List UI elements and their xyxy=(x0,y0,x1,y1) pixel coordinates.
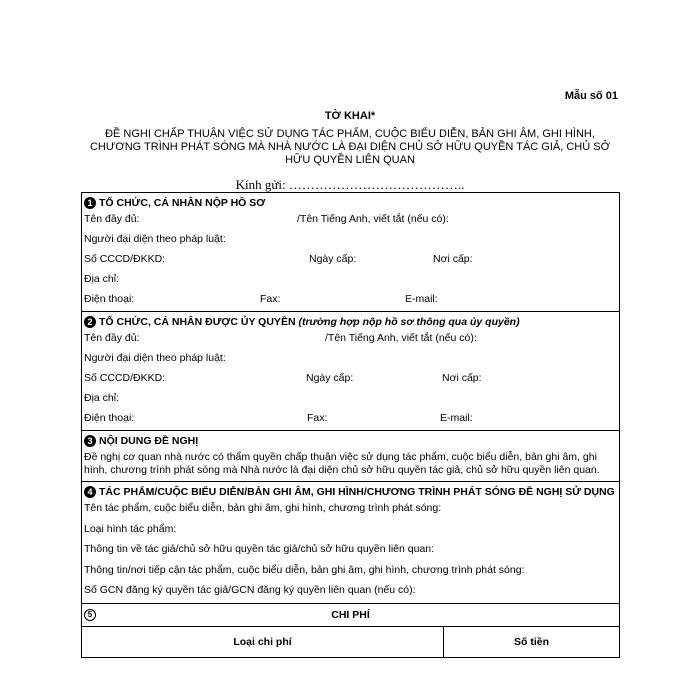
authorized-id-row xyxy=(84,368,617,388)
cost-amount-column-header: Số tiền xyxy=(513,635,549,648)
works-item[interactable]: Thông tin/nơi tiếp cận tác phẩm, cuộc biểu diễn, bản ghi âm, ghi hình, chương trình phát sóng: xyxy=(84,563,525,576)
section-request-text: Đề nghị cơ quan nhà nước có thẩm quyền chấp thuận việc sử dụng tác phẩm, cuộc biểu diễn, bản ghi âm, ghi hình, chương trình phát sóng mà Nhà nước là đại diện chủ sở hữu quyền tác giả, chủ sở hữu quyền liên quan. xyxy=(84,451,600,476)
authorized-address-row xyxy=(84,388,617,408)
section-number-3: 3 xyxy=(84,435,96,447)
section-authorized-header xyxy=(84,312,617,328)
section-costs-header xyxy=(82,604,619,626)
form-table xyxy=(81,192,620,658)
section-applicant xyxy=(82,193,619,312)
cost-type-column-header: Loại chi phí xyxy=(82,627,444,657)
recipient-line: Kính gửi: ………………………………….. xyxy=(235,177,465,192)
applicant-address-row xyxy=(84,269,617,289)
form-title: TỜ KHAI* xyxy=(324,110,376,122)
section-request-header xyxy=(84,431,617,447)
section-costs-title: CHI PHÍ xyxy=(331,608,370,621)
works-item[interactable]: Loại hình tác phẩm: xyxy=(84,522,177,535)
authorized-rep-row xyxy=(84,348,617,368)
applicant-email-label[interactable]: E-mail: xyxy=(405,293,438,305)
authorized-legal-rep-label[interactable]: Người đại diện theo pháp luật: xyxy=(84,352,226,364)
section-costs xyxy=(82,604,619,627)
authorized-full-name-label[interactable]: Tên đầy đủ: xyxy=(84,332,140,344)
authorized-address-label[interactable]: Địa chỉ: xyxy=(84,392,120,404)
authorized-contact-row xyxy=(84,408,617,428)
costs-table-header xyxy=(82,627,619,658)
section-request-title: NỘI DUNG ĐỀ NGHỊ xyxy=(99,435,199,447)
section-authorized-note: (trường hợp nộp hồ sơ thông qua ủy quyền) xyxy=(298,316,520,328)
section-request xyxy=(82,431,619,482)
section-applicant-title: TỔ CHỨC, CÁ NHÂN NỘP HỒ SƠ xyxy=(99,197,266,209)
section-authorized xyxy=(82,312,619,431)
section-number-1: 1 xyxy=(84,197,96,209)
applicant-name-row xyxy=(84,209,617,229)
form-number: Mẫu số 01 xyxy=(564,90,618,102)
section-applicant-header xyxy=(84,193,617,209)
section-works-header xyxy=(84,482,617,498)
applicant-phone-label[interactable]: Điện thoại: xyxy=(84,293,135,305)
authorized-email-label[interactable]: E-mail: xyxy=(440,412,473,424)
applicant-fax-label[interactable]: Fax: xyxy=(260,293,281,305)
applicant-issue-place-label[interactable]: Nơi cấp: xyxy=(433,253,473,265)
applicant-issue-date-label[interactable]: Ngày cấp: xyxy=(309,253,357,265)
authorized-english-name-label[interactable]: /Tên Tiếng Anh, viết tắt (nếu có): xyxy=(325,332,477,344)
authorized-phone-label[interactable]: Điện thoại: xyxy=(84,412,135,424)
applicant-legal-rep-label[interactable]: Người đại diện theo pháp luật: xyxy=(84,233,226,245)
applicant-id-row xyxy=(84,249,617,269)
authorized-name-row xyxy=(84,328,617,348)
works-item[interactable]: Số GCN đăng ký quyền tác giả/GCN đăng ký quyền liên quan (nếu có): xyxy=(84,584,416,596)
works-item[interactable]: Thông tin về tác giả/chủ sở hữu quyền tác giả/chủ sở hữu quyền liên quan: xyxy=(84,543,435,555)
section-number-2: 2 xyxy=(84,316,96,328)
applicant-id-label[interactable]: Số CCCD/ĐKKD: xyxy=(84,253,166,265)
section-number-5: 5 xyxy=(84,609,96,621)
section-works xyxy=(82,482,619,604)
applicant-full-name-label[interactable]: Tên đầy đủ: xyxy=(84,213,140,225)
form-subtitle: ĐỀ NGHỊ CHẤP THUẬN VIỆC SỬ DỤNG TÁC PHẨM, CUỘC BIỂU DIỄN, BẢN GHI ÂM, GHI HÌNH, CHƯƠNG TRÌNH PHÁT SÓNG MÀ NHÀ NƯỚC LÀ ĐẠI DIỆN CHỦ SỞ HỮU QUYỀN TÁC GIẢ, CHỦ SỞ HỮU QUYỀN LIÊN QUAN xyxy=(89,128,611,166)
applicant-contact-row xyxy=(84,289,617,309)
authorized-issue-place-label[interactable]: Nơi cấp: xyxy=(442,372,482,384)
applicant-rep-row xyxy=(84,229,617,249)
works-item[interactable]: Tên tác phẩm, cuộc biểu diễn, bản ghi âm, ghi hình, chương trình phát sóng: xyxy=(84,502,442,514)
authorized-issue-date-label[interactable]: Ngày cấp: xyxy=(306,372,354,384)
applicant-address-label[interactable]: Địa chỉ: xyxy=(84,273,120,285)
section-authorized-title: TỔ CHỨC, CÁ NHÂN ĐƯỢC ỦY QUYỀN xyxy=(99,316,296,328)
applicant-english-name-label[interactable]: /Tên Tiếng Anh, viết tắt (nếu có): xyxy=(297,213,449,225)
authorized-fax-label[interactable]: Fax: xyxy=(307,412,328,424)
section-number-4: 4 xyxy=(84,486,96,498)
section-works-title: TÁC PHẨM/CUỘC BIỂU DIỄN/BẢN GHI ÂM, GHI HÌNH/CHƯƠNG TRÌNH PHÁT SÓNG ĐỀ NGHỊ SỬ DỤNG xyxy=(99,486,615,498)
authorized-id-label[interactable]: Số CCCD/ĐKKD: xyxy=(84,372,166,384)
